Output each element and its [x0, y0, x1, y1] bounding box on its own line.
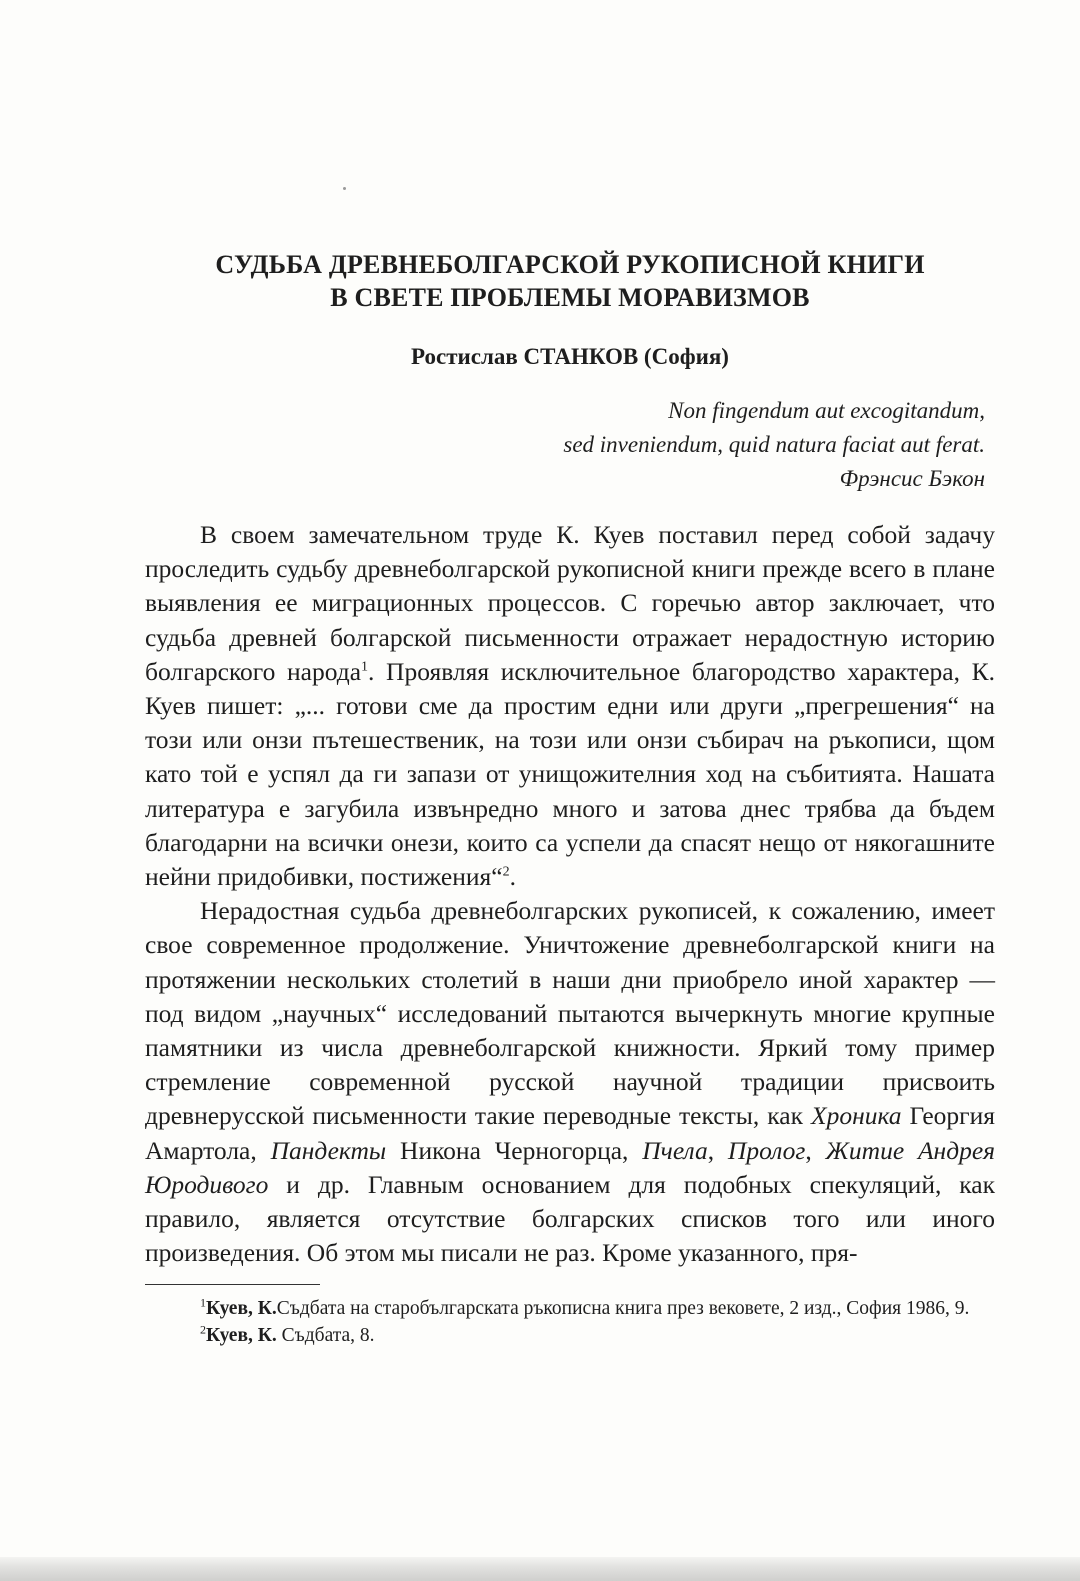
epigraph-line-1: Non fingendum aut excogitandum,	[668, 398, 985, 423]
epigraph-attribution: Фрэнсис Бэкон	[839, 466, 985, 491]
paragraph-1	[145, 518, 995, 894]
paragraph-1-text-b: . Проявляя исключительное благородство характера, К. Куев пишет: „... готови сме да простим едни или други „прегрешения“ на този или онзи пътешественик, на този или онзи събирач на ръкописи, щом като той е успял да ги запази от унищожителния ход на събитията. Нашата литература е загубила извънредно много и затова днес трябва да бъдем благодарни на всички онези, които са успели да спасят нещо от някогашните нейни придобивки, постижения“	[145, 656, 995, 892]
footnotes	[145, 1295, 995, 1349]
title-line-2: В СВЕТЕ ПРОБЛЕМЫ МОРАВИЗМОВ	[330, 283, 810, 312]
author-line: Ростислав СТАНКОВ (София)	[411, 344, 729, 369]
footnote-ref-2[interactable]: 2	[502, 864, 510, 880]
paragraph-2-text-e: ,	[805, 1135, 826, 1165]
title-line-1: СУДЬБА ДРЕВНЕБОЛГАРСКОЙ РУКОПИСНОЙ КНИГИ	[215, 250, 925, 279]
footnote-2-mark: 2	[200, 1322, 206, 1337]
footnote-divider	[145, 1284, 320, 1285]
title-pandects: Пандекты	[270, 1135, 387, 1165]
paragraph-2-text-c: Никона Черногорца,	[386, 1135, 643, 1165]
article-page	[145, 248, 995, 1349]
paragraph-2-text-f: и др. Главным основанием для подобных спекуляций, как правило, является отсутствие болгарских списков того или иного произведения. Об этом мы писали не раз. Кроме указанного, пря-	[145, 1169, 995, 1268]
title-pchela: Пчела	[642, 1135, 708, 1165]
footnote-2	[145, 1322, 995, 1349]
epigraph-line-2: sed inveniendum, quid natura faciat aut ferat.	[563, 432, 985, 457]
scan-speck	[343, 187, 346, 190]
footnote-2-text: Съдбата, 8.	[276, 1325, 375, 1347]
footnote-2-author: Куев, К.	[206, 1325, 277, 1347]
paragraph-1-text-c: .	[509, 862, 516, 892]
article-title	[145, 248, 995, 314]
paragraph-2-text-a: Нерадостная судьба древнеболгарских рукописей, к сожалению, имеет свое современное продолжение. Уничтожение древнеболгарской книги на протяжении нескольких столетий в наши дни приобрело иной характер — под видом „научных“ исследований пытаются вычеркнуть многие крупные памятники из числа древнеболгарской книжности. Яркий тому пример стремление современной русской научной традиции присвоить древнерусской письменности такие переводные тексты, как	[145, 896, 995, 1131]
scan-bottom-edge	[0, 1557, 1080, 1581]
title-life-of-andrew: Житие Андрея Юродивого	[145, 1135, 996, 1199]
paragraph-2-text-b: Георгия Амартола,	[145, 1101, 996, 1165]
footnote-ref-1[interactable]: 1	[361, 659, 369, 675]
title-prolog: Пролог	[727, 1135, 806, 1165]
footnote-1-mark: 1	[200, 1295, 206, 1310]
article-body	[145, 518, 995, 1270]
epigraph	[145, 394, 985, 496]
paragraph-2	[145, 894, 995, 1270]
paragraph-2-text-d: ,	[707, 1135, 728, 1165]
title-chronicle: Хроника	[811, 1101, 902, 1131]
footnote-1-text: Съдбата на старобългарската ръкописна книга през вековете, 2 изд., София 1986, 9.	[276, 1298, 970, 1320]
paragraph-1-text-a: В своем замечательном труде К. Куев поставил перед собой задачу проследить судьбу древнеболгарской рукописной книги прежде всего в плане выявления ее миграционных процессов. С горечью автор заключает, что судьба древней болгарской письменности отражает нерадостную историю болгарского народа	[145, 520, 995, 686]
footnote-1	[145, 1295, 995, 1322]
footnote-1-author: Куев, К.	[206, 1298, 277, 1320]
